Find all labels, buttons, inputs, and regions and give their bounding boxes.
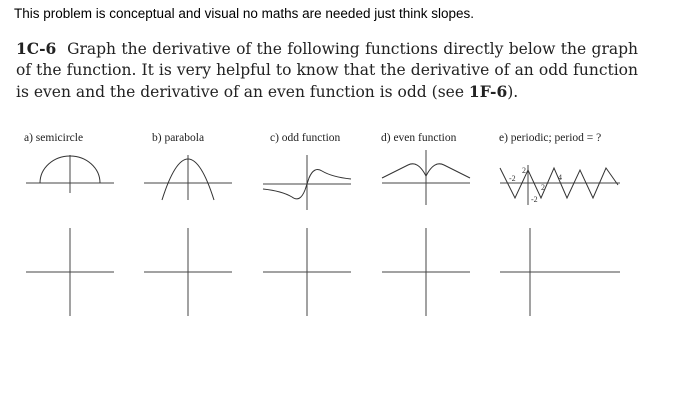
periodic-tick-x-mid: 2	[541, 183, 545, 192]
panel-label-semicircle: a) semicircle	[24, 132, 84, 144]
panel-label-even-function: d) even function	[381, 132, 457, 144]
instruction-note: This problem is conceptual and visual no maths are needed just think slopes.	[14, 6, 475, 21]
parabola-graph	[144, 155, 232, 200]
problem-reference: 1F-6	[468, 82, 508, 101]
panel-label-periodic: e) periodic; period = ?	[499, 132, 602, 144]
panel-label-parabola: b) parabola	[152, 132, 205, 144]
blank-axes-even-function	[382, 228, 470, 316]
semicircle-graph	[26, 155, 114, 193]
problem-text-end: ).	[507, 83, 519, 101]
periodic-tick-y-bottom: -2	[531, 195, 538, 204]
problem-text: Graph the derivative of the following functions directly below the graph of the function. It is very helpful to know that the derivative of an odd function is even and the derivative of an even function is odd (see	[16, 40, 639, 101]
blank-axes-semicircle	[26, 228, 114, 316]
periodic-tick-y-top: 2	[522, 166, 526, 175]
blank-axes-odd-function	[263, 228, 351, 316]
blank-axes-parabola	[144, 228, 232, 316]
panel-label-odd-function: c) odd function	[270, 132, 341, 144]
odd-function-graph	[263, 155, 351, 210]
blank-axes-periodic	[500, 228, 620, 316]
problem-number: 1C-6	[16, 39, 57, 58]
periodic-graph	[500, 165, 620, 205]
periodic-tick-x-left: -2	[509, 174, 516, 183]
even-function-graph	[382, 150, 470, 205]
periodic-tick-x-right: 4	[558, 173, 562, 182]
